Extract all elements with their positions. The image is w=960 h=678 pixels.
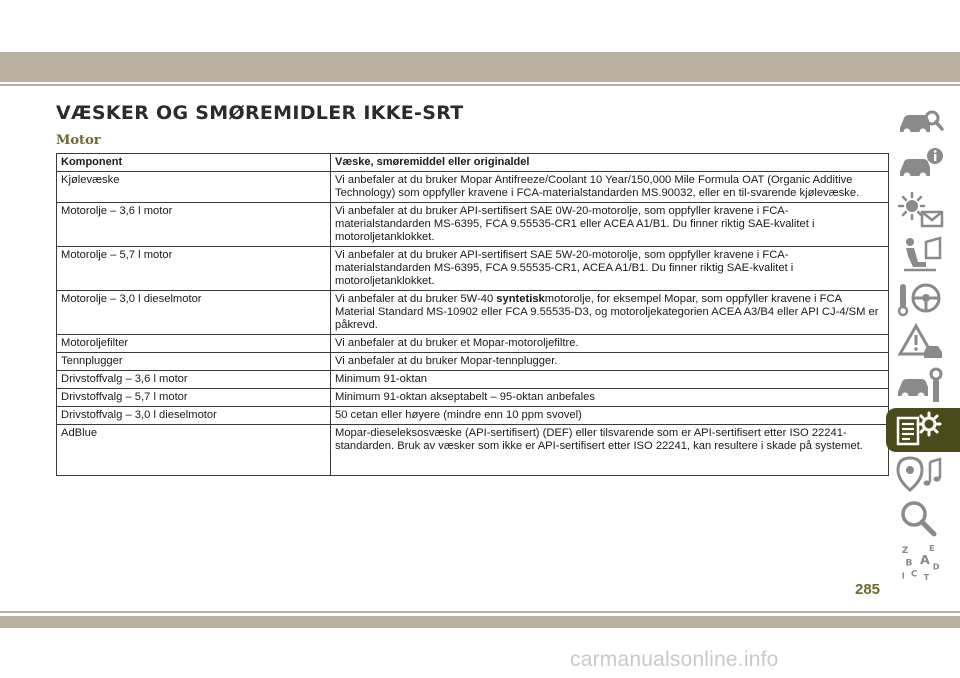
cell-component: Motorolje – 5,7 l motor <box>57 247 331 291</box>
cell-description: Mopar-dieseleksosvæske (API-sertifisert) (DEF) eller tilsvarende som er API-sertifisert etter ISO 22241-standarden. Bruk av væsker som ikke er API-sertifisert etter ISO 22241, kan resultere i skade på systemet. <box>331 425 889 476</box>
seat-airbag-icon <box>896 234 944 274</box>
warning-light-message-icon <box>896 190 944 230</box>
table-row <box>57 203 889 247</box>
index-letter: A <box>920 551 930 567</box>
cell-component: Motorolje – 3,6 l motor <box>57 203 331 247</box>
cell-component: Motoroljefilter <box>57 335 331 353</box>
description-text: Vi anbefaler at du bruker 5W-40 <box>335 293 497 305</box>
cell-description: Vi anbefaler at du bruker API-sertifisert SAE 0W-20-motorolje, som oppfyller kravene i FCA-materialstandarden MS-6395, FCA 9.55535-CR1 eller ACEA A1/B1. Du finner riktig SAE-kvalitet i motoroljetanklokket. <box>331 203 889 247</box>
car-search-icon <box>896 102 944 142</box>
index-letter: T <box>923 572 930 582</box>
description-bold-text: syntetisk <box>496 293 545 305</box>
chapter-tab-car-search[interactable] <box>888 100 960 144</box>
footer-rule <box>0 611 960 613</box>
table-row <box>57 247 889 291</box>
car-wrench-icon <box>896 366 944 406</box>
cell-component: Tennplugger <box>57 353 331 371</box>
warning-triangle-car-icon <box>896 322 944 362</box>
table-row <box>57 371 889 389</box>
table-row <box>57 353 889 371</box>
cell-description: Vi anbefaler at du bruker et Mopar-motoroljefiltre. <box>331 335 889 353</box>
cell-component: Kjølevæske <box>57 172 331 203</box>
cell-component: Motorolje – 3,0 l dieselmotor <box>57 291 331 335</box>
index-letter: B <box>905 558 913 569</box>
table-row <box>57 407 889 425</box>
specifications-gear-icon <box>894 410 942 450</box>
cell-description: Minimum 91-oktan <box>331 371 889 389</box>
table-row <box>57 335 889 353</box>
table-row <box>57 291 889 335</box>
subsection-title: Motor <box>56 133 101 148</box>
footer-band <box>0 616 960 628</box>
table-row <box>57 425 889 476</box>
description-text: motorolje, for eksempel Mopar, som oppfyller kravene i FCA Material Standard MS-10902 eller FCA 9.55535-D3, og motoroljekategorien ACEA A3/B4 eller API CJ-4/SM er påkrevd. <box>335 293 879 331</box>
chapter-tab-specifications[interactable] <box>886 408 960 452</box>
chapter-tab-emergency[interactable] <box>888 320 960 364</box>
page-number: 285 <box>855 581 881 598</box>
index-letter: E <box>929 543 935 554</box>
chapter-tab-servicing[interactable] <box>888 364 960 408</box>
table-header-row <box>57 154 889 172</box>
car-info-icon <box>896 146 944 186</box>
cell-description: Minimum 91-oktan akseptabelt – 95-oktan anbefales <box>331 389 889 407</box>
cell-description: Vi anbefaler at du bruker Mopar Antifreeze/Coolant 10 Year/150,000 Mile Formula OAT (Organic Additive Technology) som oppfyller kravene i FCA-materialstandarden MS.90032, eller en til-svarende kjølevæske. <box>331 172 889 203</box>
chapter-tab-safety[interactable] <box>888 232 960 276</box>
table-row <box>57 389 889 407</box>
index-letter: C <box>910 569 918 580</box>
index-letter: I <box>901 570 905 581</box>
section-title: VÆSKER OG SMØREMIDLER IKKE-SRT <box>56 102 464 124</box>
cell-component: Drivstoffvalg – 3,0 l dieselmotor <box>57 407 331 425</box>
chapter-tab-warning-lights[interactable] <box>888 188 960 232</box>
cell-description: Vi anbefaler at du bruker API-sertifisert SAE 5W-20-motorolje, som oppfyller kravene i FCA-materialstandarden MS-6395, FCA 9.55535-CR1, ACEA A1/B1. Du finner riktig SAE-kvalitet i motoroljetanklokket. <box>331 247 889 291</box>
column-header-component: Komponent <box>57 154 331 172</box>
chapter-tab-index[interactable] <box>888 540 960 584</box>
chapter-tab-starting[interactable] <box>888 276 960 320</box>
index-letter: D <box>932 561 940 572</box>
chapter-tab-multimedia[interactable] <box>888 452 960 496</box>
search-index-icon <box>896 498 944 538</box>
multimedia-music-icon <box>896 454 944 494</box>
table-row <box>57 172 889 203</box>
watermark: carmanualsonline.info <box>570 648 779 671</box>
chapter-tab-search[interactable] <box>888 496 960 540</box>
steering-wheel-key-icon <box>896 278 944 318</box>
cell-description: Vi anbefaler at du bruker Mopar-tennplugger. <box>331 353 889 371</box>
cell-component: Drivstoffvalg – 5,7 l motor <box>57 389 331 407</box>
cell-description: 50 cetan eller høyere (mindre enn 10 ppm svovel) <box>331 407 889 425</box>
cell-component: Drivstoffvalg – 3,6 l motor <box>57 371 331 389</box>
cell-component: AdBlue <box>57 425 331 476</box>
cell-description <box>331 291 889 335</box>
header-band <box>0 52 960 82</box>
column-header-fluid: Væske, smøremiddel eller originaldel <box>331 154 889 172</box>
alphabet-index-icon <box>896 542 944 582</box>
engine-fluids-table <box>56 153 889 476</box>
header-rule <box>0 84 960 86</box>
chapter-tab-car-info[interactable] <box>888 144 960 188</box>
index-letter: Z <box>901 545 909 556</box>
